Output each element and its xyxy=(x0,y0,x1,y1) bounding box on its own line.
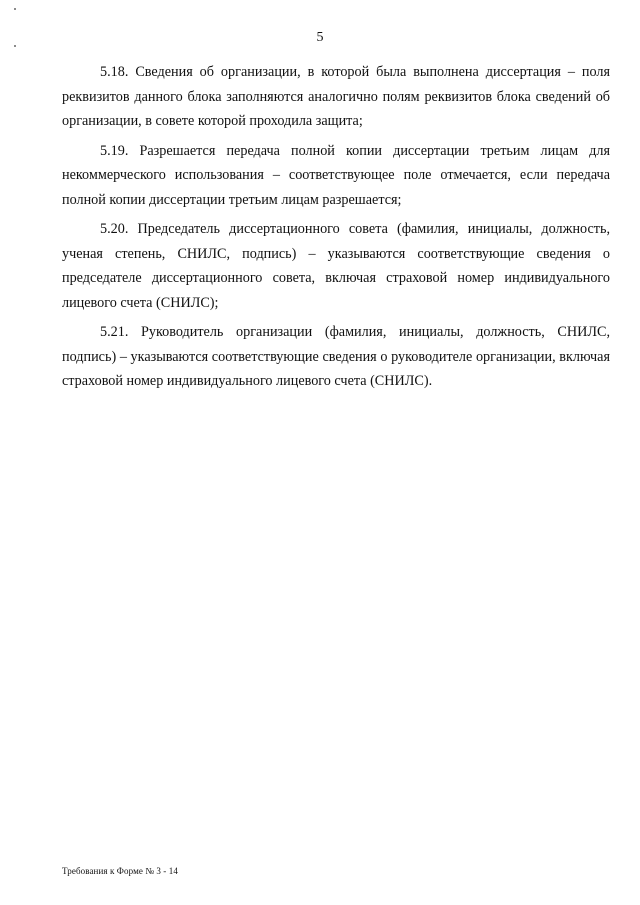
document-body xyxy=(62,60,610,399)
page-number: 5 xyxy=(316,30,324,45)
paragraph-5-19: 5.19. Разрешается передача полной копии диссертации третьим лицам для некоммерческого использования – соответствующее поле отмечается, если передача полной копии диссертации третьим лицам разрешается; xyxy=(62,142,610,208)
scan-speck xyxy=(14,8,16,10)
paragraph-5-20: 5.20. Председатель диссертационного совета (фамилия, инициалы, должность, ученая степень, СНИЛС, подпись) – указываются соответствующие сведения о председателе диссертационного совета, включая страховой номер индивидуального лицевого счета (СНИЛС); xyxy=(62,221,610,311)
paragraph-5-18: 5.18. Сведения об организации, в которой была выполнена диссертация – поля реквизитов данного блока заполняются аналогично полям реквизитов блока сведений об организации, в совете которой проходила защита; xyxy=(62,64,610,129)
page-footer: Требования к Форме № 3 - 14 xyxy=(62,866,178,876)
paragraph-5-21: 5.21. Руководитель организации (фамилия, инициалы, должность, СНИЛС, подпись) – указываются соответствующие сведения о руководителе организации, включая страховой номер индивидуального лицевого счета (СНИЛС). xyxy=(62,324,610,389)
